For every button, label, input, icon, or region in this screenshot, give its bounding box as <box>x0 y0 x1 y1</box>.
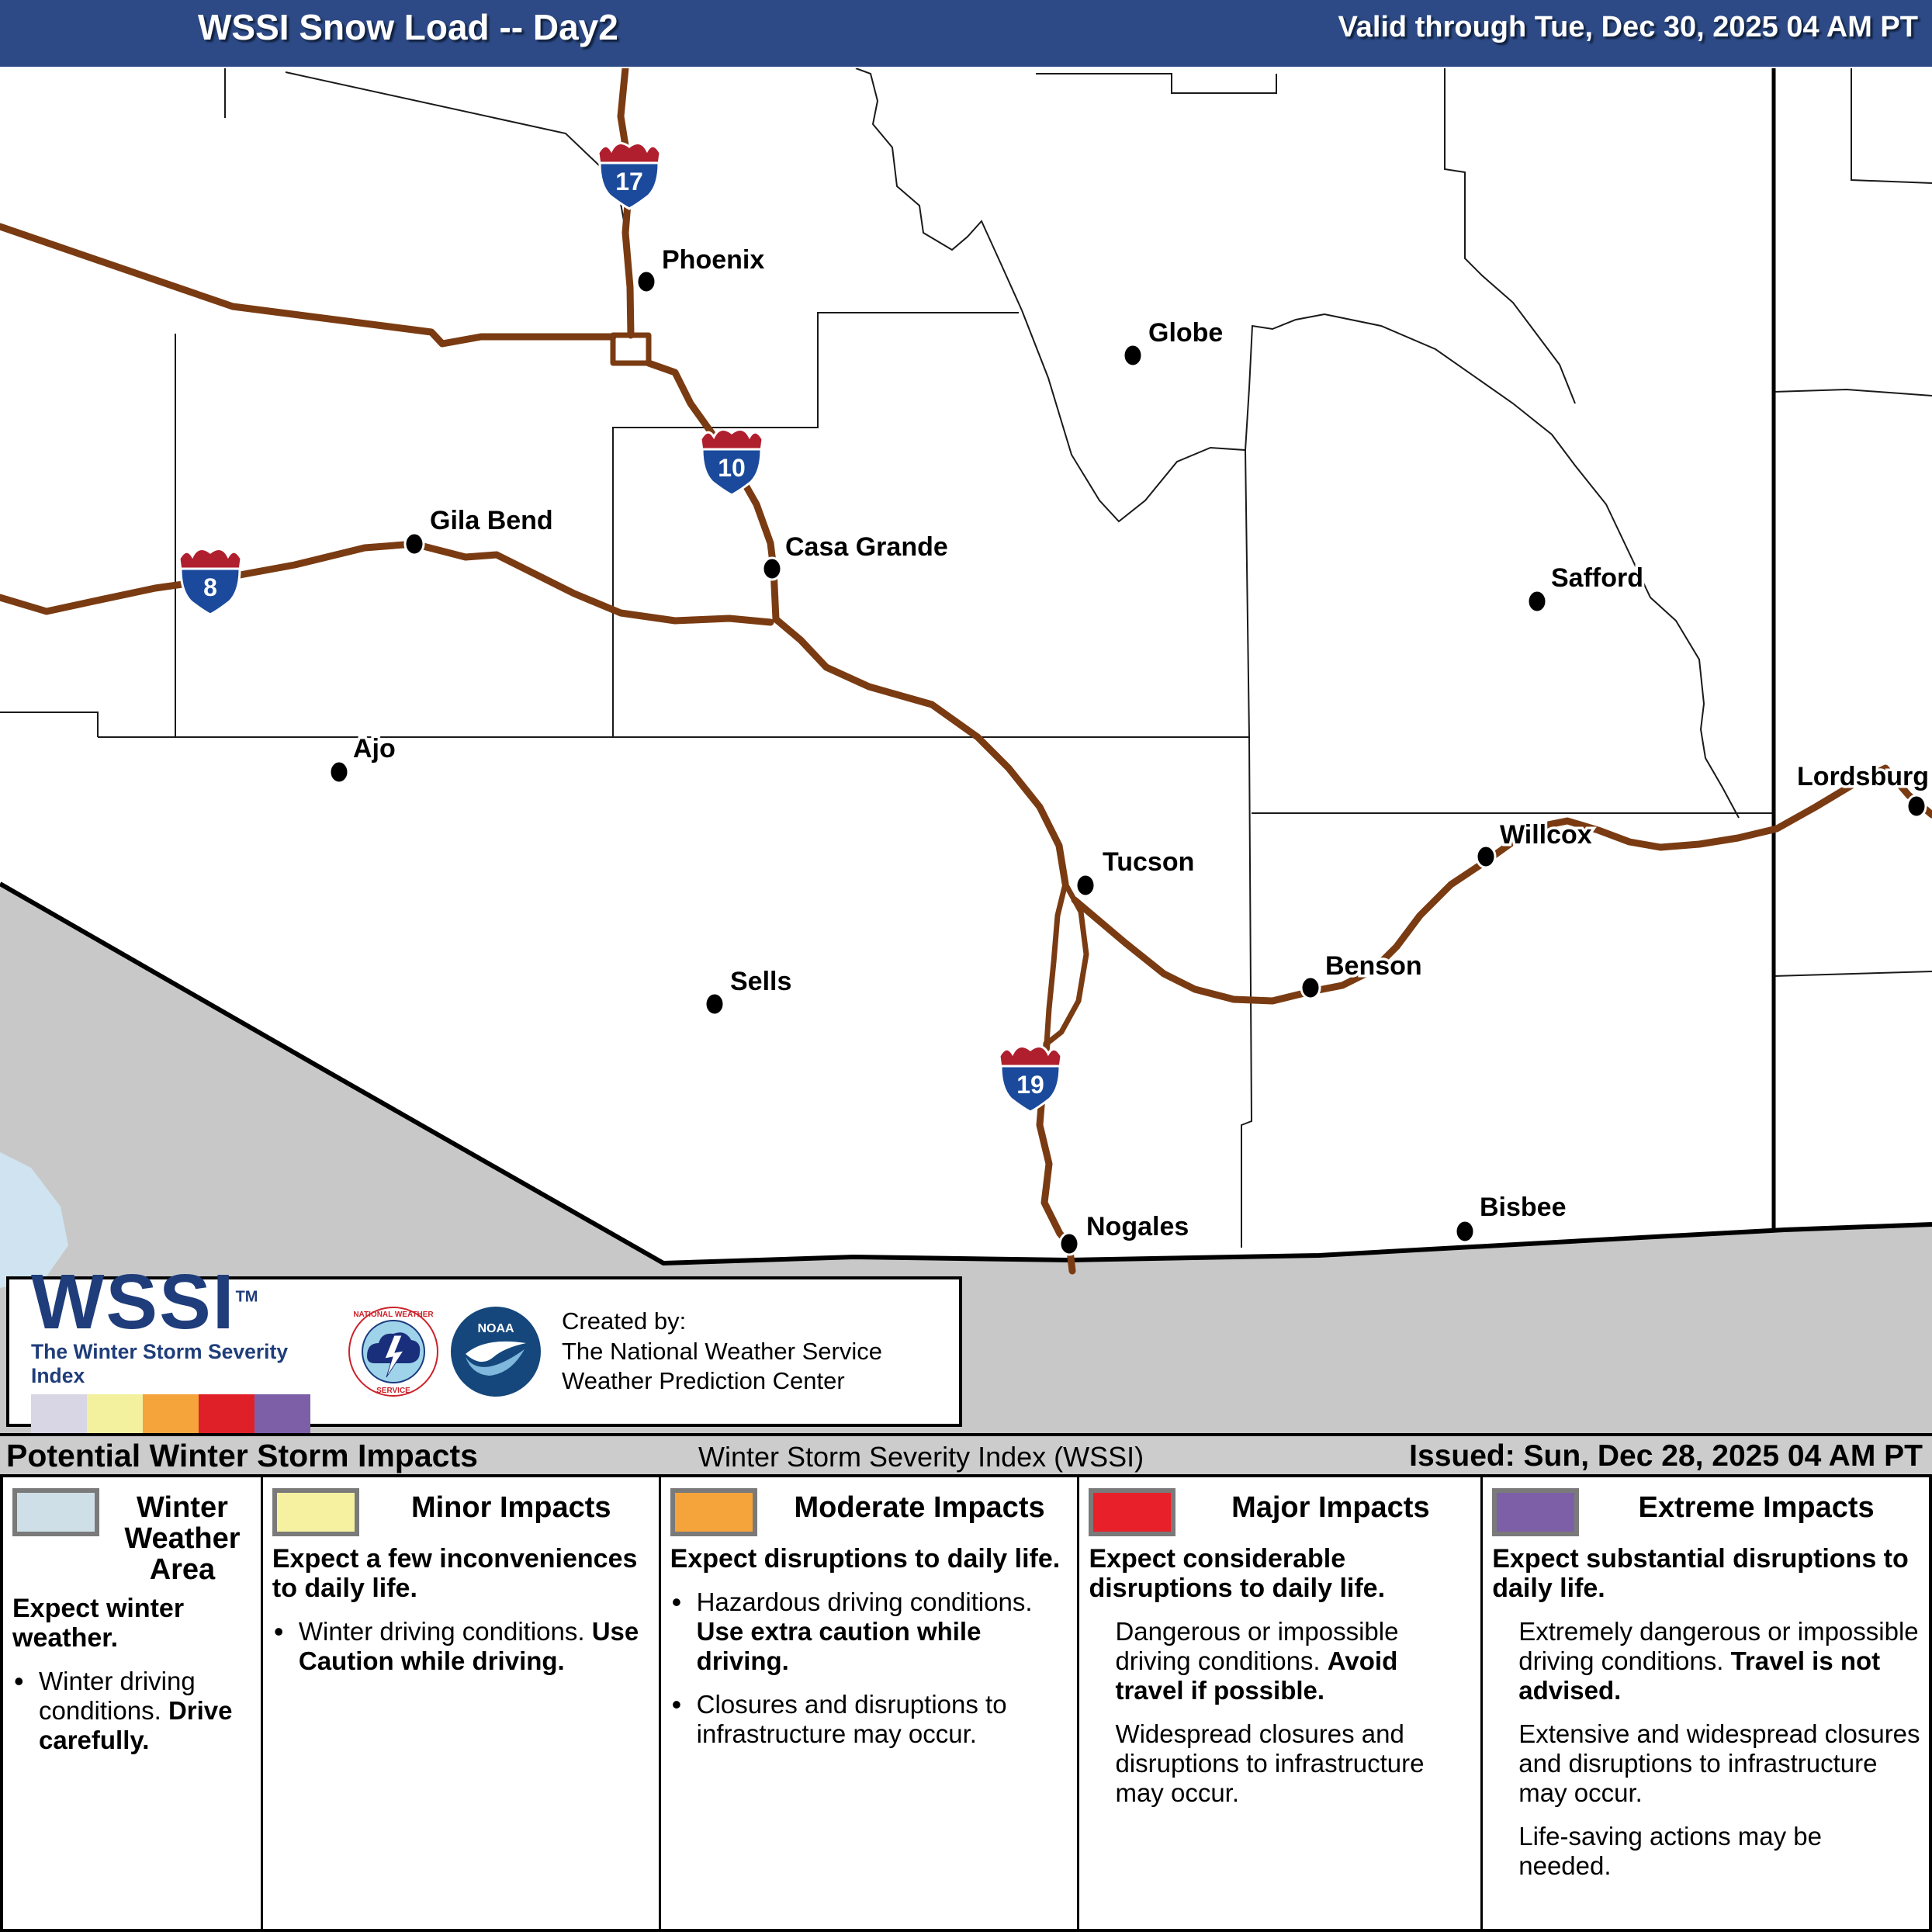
severity-color-swatch <box>199 1394 254 1435</box>
legend-item: Extensive and widespread closures and disruptions to infrastructure may occur. <box>1518 1719 1920 1807</box>
impacts-title-bar <box>0 1433 1932 1477</box>
city-label: Casa Grande <box>785 532 948 562</box>
legend-lead-text: Expect considerable disruptions to daily life. <box>1089 1544 1386 1604</box>
legend-item: • Closures and disruptions to infrastructure may occur. <box>670 1690 1070 1749</box>
legend-column-extreme-impacts <box>1480 1477 1929 1929</box>
legend-lead-text: Expect disruptions to daily life. <box>670 1544 1061 1574</box>
svg-text:SERVICE: SERVICE <box>376 1387 410 1395</box>
city-label: Nogales <box>1086 1212 1189 1241</box>
svg-text:NATIONAL WEATHER: NATIONAL WEATHER <box>353 1311 434 1319</box>
title-bar <box>0 0 1932 68</box>
legend-column-moderate-impacts <box>659 1477 1078 1929</box>
legend-item: Life-saving actions may be needed. <box>1518 1821 1822 1880</box>
city-dot[interactable] <box>1528 590 1546 612</box>
city-label: Globe <box>1148 318 1224 348</box>
svg-text:17: 17 <box>615 168 643 196</box>
issued-label: Issued: Sun, Dec 28, 2025 04 AM PT <box>1409 1439 1923 1473</box>
city-label: Ajo <box>353 734 396 763</box>
trademark: TM <box>235 1288 258 1306</box>
nws-logo-icon <box>348 1306 439 1397</box>
city-label: Willcox <box>1500 820 1592 850</box>
city-dot[interactable] <box>1060 1233 1079 1255</box>
legend-lead-text: Expect substantial disruptions to daily life. <box>1492 1544 1909 1604</box>
impacts-title: Potential Winter Storm Impacts <box>6 1438 478 1473</box>
legend-column-major-impacts <box>1077 1477 1480 1929</box>
legend-item: Extremely dangerous or impossible driving conditions. Travel is not advised. <box>1518 1617 1919 1705</box>
city-label: Phoenix <box>662 245 765 275</box>
city-label: Safford <box>1551 563 1643 593</box>
valid-through-label: Valid through Tue, Dec 30, 2025 04 AM PT <box>1338 11 1918 43</box>
created-by-text: Created by: The National Weather Service Weather Prediction Center <box>562 1307 882 1395</box>
wssi-tagline: The Winter Storm Severity Index <box>31 1339 289 1387</box>
legend-lead-text: Expect a few inconveniences to daily life. <box>272 1544 638 1604</box>
legend-swatch <box>1089 1488 1175 1536</box>
city-dot[interactable] <box>1076 874 1095 896</box>
legend-item: Widespread closures and disruptions to infrastructure may occur. <box>1115 1719 1425 1807</box>
legend-column-winter-weather-area <box>3 1477 261 1929</box>
legend-column-title: Moderate Impacts <box>794 1491 1045 1524</box>
severity-color-strip <box>31 1394 334 1435</box>
wssi-logo: WSSI™ <box>31 1258 258 1345</box>
legend-item: • Hazardous driving conditions. Use extra caution while driving. <box>670 1587 1070 1676</box>
legend-swatch <box>1492 1488 1579 1536</box>
legend-swatch <box>12 1488 99 1536</box>
page-title: WSSI Snow Load -- Day2 <box>198 7 618 47</box>
city-label: Bisbee <box>1480 1193 1567 1222</box>
city-dot[interactable] <box>1456 1220 1474 1242</box>
legend-swatch <box>272 1488 359 1536</box>
city-label: Benson <box>1325 951 1422 981</box>
svg-text:10: 10 <box>718 454 746 482</box>
city-dot[interactable] <box>405 533 424 555</box>
severity-color-swatch <box>31 1394 87 1435</box>
legend-item: • Winter driving conditions. Use Caution while driving. <box>272 1617 651 1676</box>
svg-text:8: 8 <box>203 573 217 601</box>
city-dot[interactable] <box>1124 345 1142 366</box>
city-label: Lordsburg <box>1797 762 1929 791</box>
noaa-logo-icon <box>450 1306 542 1397</box>
city-dot[interactable] <box>763 558 781 580</box>
svg-text:19: 19 <box>1016 1071 1044 1099</box>
wssi-index-label: Winter Storm Severity Index (WSSI) <box>698 1441 1144 1473</box>
impact-legend <box>0 1477 1932 1932</box>
severity-color-swatch <box>254 1394 310 1435</box>
legend-item: • Winter driving conditions. Drive carefully. <box>12 1667 253 1755</box>
city-dot[interactable] <box>1907 795 1926 817</box>
wssi-logo-box <box>6 1258 962 1427</box>
legend-swatch <box>670 1488 757 1536</box>
severity-color-swatch <box>87 1394 143 1435</box>
severity-color-swatch <box>143 1394 199 1435</box>
weather-map[interactable] <box>0 68 1932 1433</box>
city-dot[interactable] <box>637 271 656 293</box>
svg-text:NOAA: NOAA <box>477 1322 514 1335</box>
legend-column-title: Winter Weather Area <box>124 1491 241 1586</box>
legend-column-title: Major Impacts <box>1231 1491 1430 1524</box>
legend-column-title: Extreme Impacts <box>1638 1491 1875 1524</box>
city-dot[interactable] <box>330 761 348 783</box>
legend-column-title: Minor Impacts <box>410 1491 611 1524</box>
city-dot[interactable] <box>1477 846 1495 867</box>
city-dot[interactable] <box>705 993 724 1015</box>
city-label: Tucson <box>1103 847 1195 877</box>
city-label: Sells <box>730 967 792 996</box>
city-label: Gila Bend <box>430 506 553 535</box>
city-dot[interactable] <box>1301 977 1320 999</box>
legend-lead-text: Expect winter weather. <box>12 1593 185 1653</box>
legend-item: Dangerous or impossible driving conditions. Avoid travel if possible. <box>1115 1617 1399 1705</box>
legend-column-minor-impacts <box>261 1477 659 1929</box>
